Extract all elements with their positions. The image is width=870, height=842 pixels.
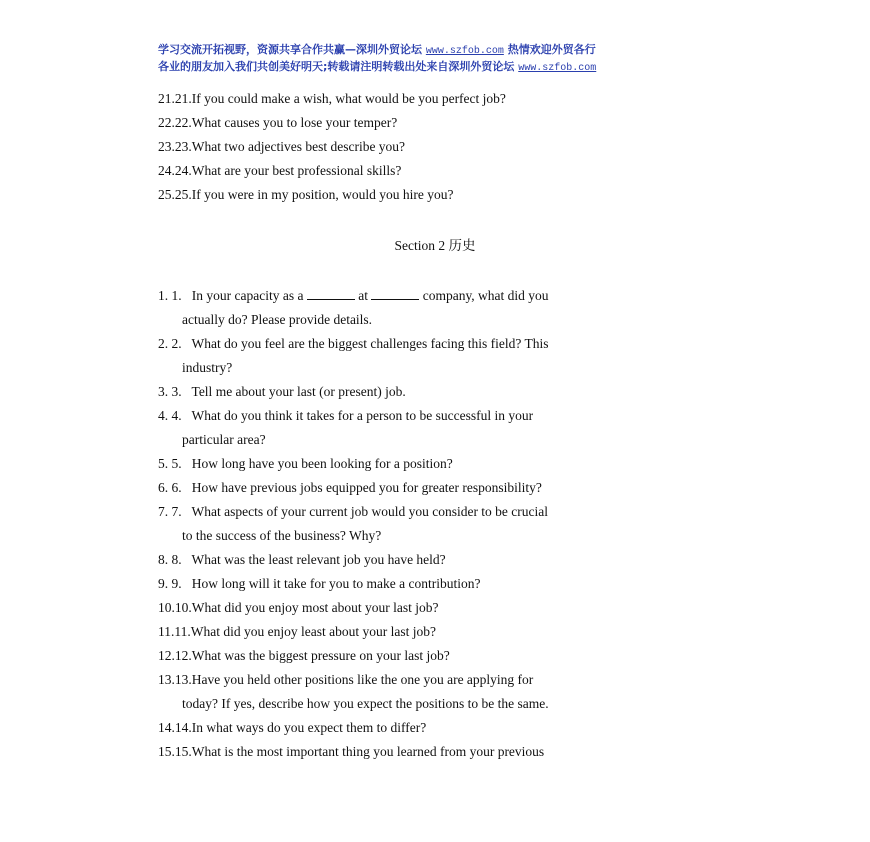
question-text: How have previous jobs equipped you for greater responsibility? [191,480,542,495]
question-number: 15.15. [158,744,192,759]
question-text: What aspects of your current job would you consider to be crucial [191,504,549,519]
question-item [158,332,718,380]
question-number: 14.14. [158,720,192,735]
question-item [158,87,718,111]
question-number: 24.24. [158,163,192,178]
question-item [158,548,718,572]
question-item [158,111,718,135]
question-item [158,452,718,476]
question-continuation: industry? [182,360,233,375]
question-number: 5. 5. [158,456,182,471]
question-item [158,716,718,740]
question-text: What was the biggest pressure on your last job? [191,648,450,663]
question-number: 11.11. [158,624,191,639]
question-continuation: today? If yes, describe how you expect the positions to be the same. [182,696,549,711]
question-item [158,644,718,668]
fill-in-blank [371,288,419,300]
question-text: Have you held other positions like the one you are applying for [191,672,534,687]
question-number: 2. 2. [158,336,182,351]
question-text: company, what did you [422,288,549,303]
question-continuation: actually do? Please provide details. [182,312,373,327]
question-item [158,135,718,159]
question-item [158,380,718,404]
question-continuation: particular area? [182,432,266,447]
question-continuation: to the success of the business? Why? [182,528,382,543]
question-number: 4. 4. [158,408,182,423]
question-number: 23.23. [158,139,192,154]
question-item [158,476,718,500]
question-text: What do you feel are the biggest challenges facing this field? This [191,336,549,351]
header-link-1[interactable]: www.szfob.com [425,46,504,57]
question-item [158,668,718,716]
question-item [158,500,718,548]
question-text: What did you enjoy most about your last job? [191,600,439,615]
question-text: Tell me about your last (or present) job. [191,384,406,399]
question-number: 6. 6. [158,480,182,495]
question-number: 8. 8. [158,552,182,567]
question-item [158,284,718,332]
section-2-title: Section 2 历史 [394,238,476,253]
section2-question-list [158,284,718,764]
question-text: What causes you to lose your temper? [191,115,398,130]
fill-in-blank [307,288,355,300]
question-text: If you were in my position, would you hire you? [191,187,454,202]
question-item [158,404,718,452]
question-text: In what ways do you expect them to differ? [191,720,427,735]
question-text: What two adjectives best describe you? [191,139,406,154]
question-item [158,740,718,764]
question-number: 13.13. [158,672,192,687]
forum-header [158,42,718,76]
question-text: How long have you been looking for a position? [191,456,453,471]
header-line-1-text: 学习交流开拓视野，资源共享合作共赢—深圳外贸论坛 [158,43,422,56]
question-item [158,620,718,644]
header-line-2-text: 各业的朋友加入我们共创美好明天;转载请注明转载出处来自深圳外贸论坛 [158,60,515,73]
question-number: 22.22. [158,115,192,130]
question-number: 7. 7. [158,504,182,519]
header-link-2[interactable]: www.szfob.com [518,63,597,74]
question-item [158,572,718,596]
question-number: 10.10. [158,600,192,615]
question-text: In your capacity as a [191,288,304,303]
header-line-2 [158,59,718,76]
question-item [158,159,718,183]
question-text: What was the least relevant job you have held? [191,552,446,567]
question-number: 21.21. [158,91,192,106]
header-line-1-tail: 热情欢迎外贸各行 [507,43,596,56]
question-text: What did you enjoy least about your last job? [190,624,436,639]
question-number: 1. 1. [158,288,182,303]
question-text: How long will it take for you to make a contribution? [191,576,481,591]
question-number: 3. 3. [158,384,182,399]
section1-question-list [158,87,718,207]
section2-question-group [158,332,718,764]
header-line-1 [158,42,718,59]
question-text: What is the most important thing you learned from your previous [191,744,545,759]
question-text: If you could make a wish, what would be you perfect job? [191,91,506,106]
question-item [158,183,718,207]
question-text: What do you think it takes for a person to be successful in your [191,408,534,423]
question-text: What are your best professional skills? [191,163,402,178]
question-number: 9. 9. [158,576,182,591]
question-text: at [358,288,368,303]
question-number: 12.12. [158,648,192,663]
question-item [158,596,718,620]
question-number: 25.25. [158,187,192,202]
